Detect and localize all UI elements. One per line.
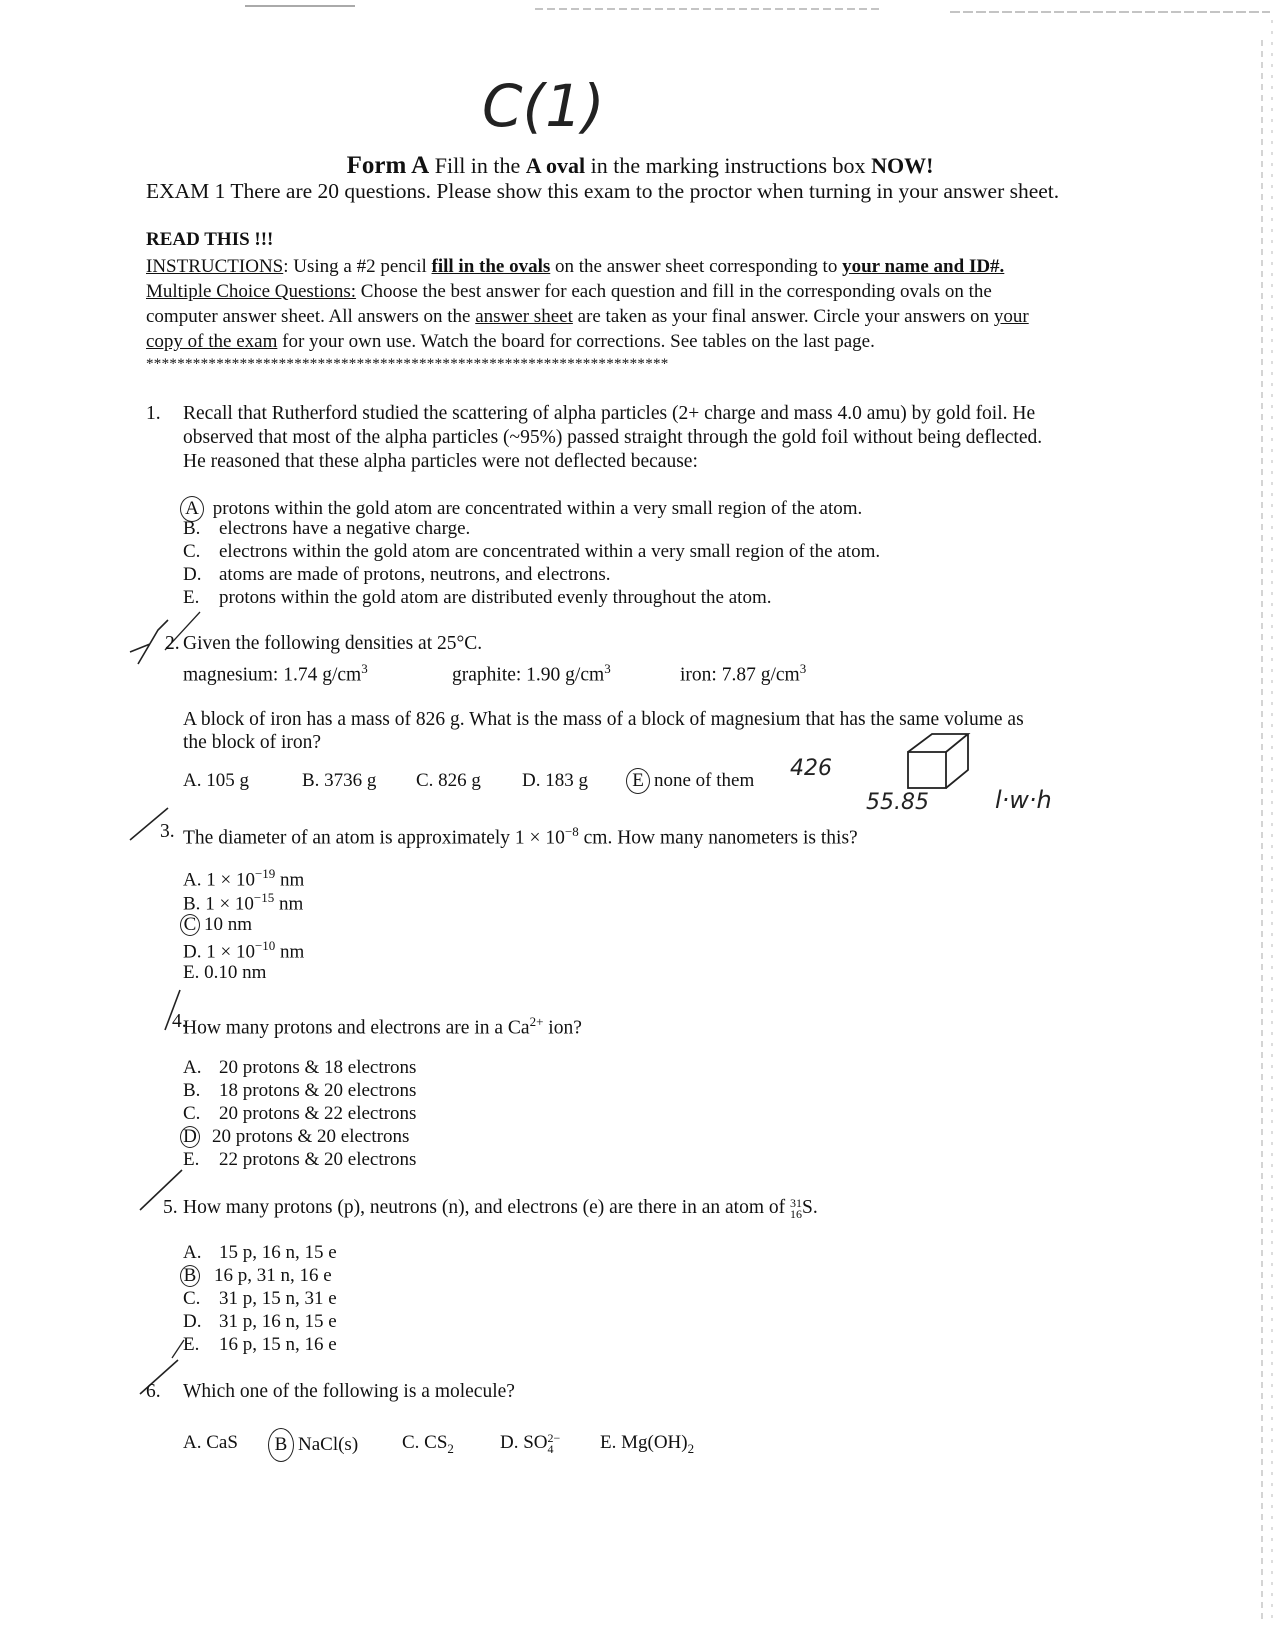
q5-text: How many protons (p), neutrons (n), and electrons (e) are there in an atom of 31 16S.	[183, 1195, 818, 1221]
q2-option-d[interactable]: D. 183 g	[522, 770, 588, 791]
q1-text-3: He reasoned that these alpha particles were not deflected because:	[183, 451, 698, 472]
q2-text-1: Given the following densities at 25°C.	[183, 633, 483, 654]
q1-number: 1.	[146, 403, 161, 424]
q5-option-d[interactable]: D. 31 p, 16 n, 15 e	[183, 1311, 337, 1332]
q5-number: 5.	[163, 1197, 178, 1218]
q4-text: How many protons and electrons are in a $Ca^{2+}$ ion?	[183, 1014, 582, 1039]
q2-option-b[interactable]: B. 3736 g	[302, 770, 377, 791]
q2-density-mg: magnesium: 1.74 $g/cm^3$	[183, 661, 368, 686]
instructions-line-2: Multiple Choice Questions: Choose the best answer for each question and fill in the corresponding ovals on the	[146, 281, 992, 302]
instructions-line-4: copy of the exam for your own use. Watch the board for corrections. See tables on the last page.	[146, 331, 875, 352]
q6-option-e[interactable]: E. $Mg(OH)_2$	[600, 1432, 695, 1456]
q2-option-e[interactable]: E none of them	[626, 768, 754, 794]
q1-option-a[interactable]: A protons within the gold atom are concentrated within a very small region of the atom.	[180, 496, 862, 522]
q5-option-a[interactable]: A. 15 p, 16 n, 15 e	[183, 1242, 337, 1263]
q5-option-e[interactable]: E. 16 p, 15 n, 16 e	[183, 1334, 337, 1355]
q3-option-b[interactable]: B. $1 \times 10^{-15}$ nm	[183, 890, 304, 915]
q1-text-1: Recall that Rutherford studied the scattering of alpha particles (2+ charge and mass 4.0 amu) by gold foil. He	[183, 403, 1036, 424]
q6-option-b[interactable]: B NaCl(s)	[268, 1428, 358, 1462]
q5-option-b[interactable]: B 16 p, 31 n, 16 e	[180, 1265, 332, 1287]
read-this: READ THIS !!!	[146, 229, 274, 250]
q4-option-e[interactable]: E. 22 protons & 20 electrons	[183, 1149, 417, 1170]
q6-option-d[interactable]: D. SO2− 4	[500, 1430, 561, 1456]
q5-option-c[interactable]: C. 31 p, 15 n, 31 e	[183, 1288, 337, 1309]
q2-note-lwh: l·w·h	[995, 786, 1052, 814]
q1-option-b[interactable]: B. electrons have a negative charge.	[183, 518, 471, 539]
form-label: Form A	[346, 152, 430, 179]
stars-divider: *******************************************************************	[146, 356, 669, 372]
instructions-line-3: computer answer sheet. All answers on the answer sheet are taken as your final answer. Circle your answers on your	[146, 306, 1029, 327]
q4-option-b[interactable]: B. 18 protons & 20 electrons	[183, 1080, 417, 1101]
q6-option-a[interactable]: A. CaS	[183, 1432, 238, 1453]
q1-option-c[interactable]: C. electrons within the gold atom are concentrated within a very small region of the atom.	[183, 541, 881, 562]
form-line: Form A Fill in the A oval in the marking instructions box NOW!	[346, 152, 934, 179]
q2-text-3: the block of iron?	[183, 732, 322, 753]
q2-note-426: 426	[790, 756, 832, 781]
q6-option-c[interactable]: C. $CS_2$	[402, 1432, 454, 1456]
q2-text-2: A block of iron has a mass of 826 g. What is the mass of a block of magnesium that has the same volume as	[183, 709, 1024, 730]
q1-option-e[interactable]: E. protons within the gold atom are distributed evenly throughout the atom.	[183, 587, 772, 608]
q2-density-graphite: graphite: 1.90 $g/cm^3$	[452, 661, 611, 686]
q2-option-c[interactable]: C. 826 g	[416, 770, 481, 791]
q4-option-c[interactable]: C. 20 protons & 22 electrons	[183, 1103, 417, 1124]
q3-option-c[interactable]: C 10 nm	[180, 914, 252, 936]
q3-option-d[interactable]: D. $1 \times 10^{-10}$ nm	[183, 938, 305, 963]
q6-text: Which one of the following is a molecule?	[183, 1381, 515, 1402]
q1-text-2: observed that most of the alpha particles (~95%) passed straight through the gold foil without being deflected.	[183, 427, 1043, 448]
q2-number: 2.	[165, 633, 180, 654]
exam-line: EXAM 1 There are 20 questions. Please show this exam to the proctor when turning in your answer sheet.	[146, 179, 1060, 203]
q3-option-e[interactable]: E. 0.10 nm	[183, 962, 267, 983]
q6-number: 6.	[146, 1381, 161, 1402]
q3-option-a[interactable]: A. $1 \times 10^{-19}$ nm	[183, 866, 305, 891]
q1-option-d[interactable]: D. atoms are made of protons, neutrons, and electrons.	[183, 564, 611, 585]
q3-text: The diameter of an atom is approximately $1 \times 10^{-8}$ cm. How many nanometers is this?	[183, 824, 858, 849]
handwritten-top-mark: C(1)	[482, 72, 605, 140]
instructions-line-1: INSTRUCTIONS: Using a #2 pencil fill in the ovals on the answer sheet corresponding to your name and ID#.	[146, 256, 1005, 277]
q3-number: 3.	[160, 821, 175, 842]
q4-number: 4.	[172, 1011, 187, 1032]
q2-density-iron: iron: 7.87 $g/cm^3$	[680, 661, 807, 686]
q4-option-a[interactable]: A. 20 protons & 18 electrons	[183, 1057, 417, 1078]
q4-option-d[interactable]: D 20 protons & 20 electrons	[180, 1126, 409, 1148]
q2-option-a[interactable]: A. 105 g	[183, 770, 249, 791]
q2-note-5585: 55.85	[866, 790, 929, 815]
cube-sketch	[908, 734, 968, 788]
